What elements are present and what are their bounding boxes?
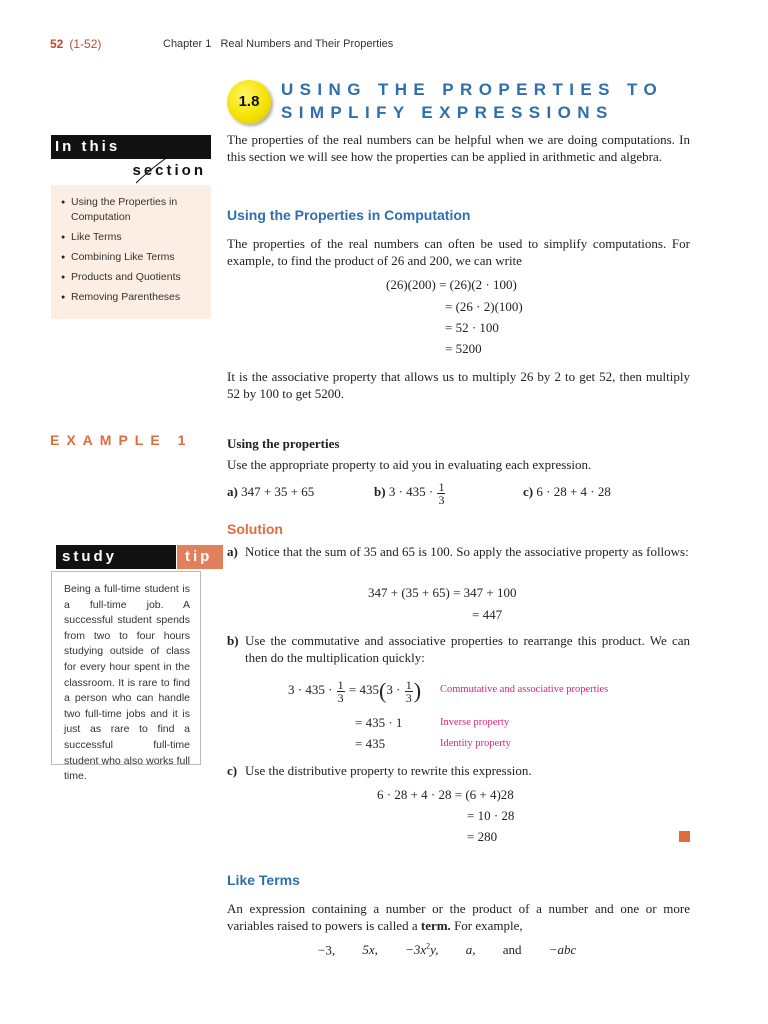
in-this-section-box (51, 185, 211, 319)
calc-b-line1: 3 · 435 · $\frac{1}{3}$ = 435(3 · $\frac{1}{3}$ ) (288, 677, 422, 705)
topic-list (51, 185, 211, 305)
section-title-line2: SIMPLIFY EXPRESSIONS (281, 103, 614, 122)
header-label-2: section (132, 162, 206, 179)
study-tip-header (51, 545, 213, 569)
term-example: a, (465, 942, 476, 958)
part-expression: 3 · 435 · (388, 484, 434, 499)
part-label: a) (227, 544, 238, 559)
solution-part-a (227, 543, 690, 560)
calc-line: = 5200 (445, 341, 482, 356)
example-part-c (523, 484, 611, 500)
paren-close: ) (413, 678, 422, 704)
example-part-a (227, 484, 314, 500)
paren-open: ( (379, 678, 387, 704)
fraction-one-third: $\frac{1}{3}$ (405, 677, 412, 705)
calc-line: = 435 · 1 (355, 715, 403, 730)
solution-text: Use the commutative and associative properties to rearrange this product. We can then do the multiplication quickly: (245, 633, 690, 665)
term-example: −abc (548, 942, 577, 958)
intro-paragraph: The properties of the real numbers can be helpful when we are doing computations. In this section we will see how the properties can be applied in arithmetic and algebra. (227, 132, 690, 164)
page-number-main: 52 (50, 37, 64, 51)
term-example: 5x, (362, 942, 378, 958)
calc-line: = 10 · 28 (467, 808, 515, 823)
part-expression: 347 + 35 + 65 (241, 484, 315, 499)
fraction-one-third: $\frac{1}{3}$ (438, 479, 445, 507)
solution-part-c (227, 762, 690, 779)
property-note: Commutative and associative properties (440, 684, 609, 695)
term-definition: term. (420, 918, 451, 933)
calc-line: = 52 · 100 (445, 320, 499, 335)
heading-properties-in-computation: Using the Properties in Computation (227, 207, 471, 223)
paragraph-like-terms: An expression containing a number or the product of a number and one or more variables raised to powers is called a term. For example, (227, 901, 690, 933)
page-number (50, 37, 101, 51)
chapter-title: Chapter 1 Real Numbers and Their Properties (163, 38, 394, 50)
part-label: a) (227, 484, 238, 499)
section-title-line1: USING THE PROPERTIES TO (281, 80, 664, 99)
section-number-badge: 1.8 (227, 80, 271, 124)
calc-line: = 435 (355, 736, 386, 751)
paragraph-associative: It is the associative property that allows us to multiply 26 by 2 to get 52, then multiply 52 by 100 to get 5200. (227, 369, 690, 401)
tip-label: tip (185, 548, 213, 565)
header-label-1: In this (55, 138, 121, 155)
solution-part-b (227, 632, 690, 666)
calc-line: (26)(200) = (26)(2 · 100) (386, 277, 517, 292)
solution-text: Use the distributive property to rewrite this expression. (245, 763, 532, 778)
term-example: $-3x^2y$, (405, 942, 439, 958)
example-title: Using the properties (227, 436, 340, 451)
property-note: Inverse property (440, 717, 510, 728)
part-expression: 6 · 28 + 4 · 28 (536, 484, 611, 499)
property-note: Identity property (440, 738, 511, 749)
part-label: b) (374, 484, 386, 499)
solution-heading: Solution (227, 521, 283, 537)
topic-item: ● Removing Parentheses (61, 290, 207, 305)
solution-text: Notice that the sum of 35 and 65 is 100. So apply the associative property as follows: (245, 544, 689, 559)
term-example: −3, (318, 942, 336, 958)
calc-line: = 447 (472, 607, 503, 622)
page-number-alt: (1-52) (69, 37, 102, 51)
study-tip-label: study (62, 548, 118, 565)
term-connector: and (502, 942, 522, 958)
example-part-b (374, 476, 446, 508)
calc-line: = (26 · 2)(100) (445, 299, 523, 314)
end-of-example-marker (679, 831, 690, 842)
fraction-one-third: $\frac{1}{3}$ (337, 677, 344, 705)
topic-item: ● Using the Properties in Computation (61, 195, 207, 225)
topic-item: ● Like Terms (61, 230, 207, 245)
study-tip-box: Being a full-time student is a full-time job. A successful student spends from two to four hours studying outside of class for every hour spent in the classroom. It is rare to find a person who can handle two full-time jobs and it is just as rare to find a successful full-time student who also works full time. (51, 571, 201, 765)
in-this-section-header (51, 135, 211, 185)
calc-line: = 280 (467, 829, 498, 844)
example-label: EXAMPLE 1 (50, 432, 193, 448)
topic-item: ● Combining Like Terms (61, 250, 207, 265)
heading-like-terms: Like Terms (227, 872, 300, 888)
part-label: b) (227, 633, 239, 648)
paragraph-computation: The properties of the real numbers can often be used to simplify computations. For example, to find the product of 26 and 200, we can write (227, 236, 690, 268)
term-examples (318, 942, 576, 958)
calc-line: 6 · 28 + 4 · 28 = (6 + 4)28 (377, 787, 514, 802)
part-label: c) (523, 484, 534, 499)
calc-line: 347 + (35 + 65) = 347 + 100 (368, 585, 517, 600)
part-label: c) (227, 763, 238, 778)
example-instruction: Use the appropriate property to aid you in evaluating each expression. (227, 457, 592, 472)
topic-item: ● Products and Quotients (61, 270, 207, 285)
